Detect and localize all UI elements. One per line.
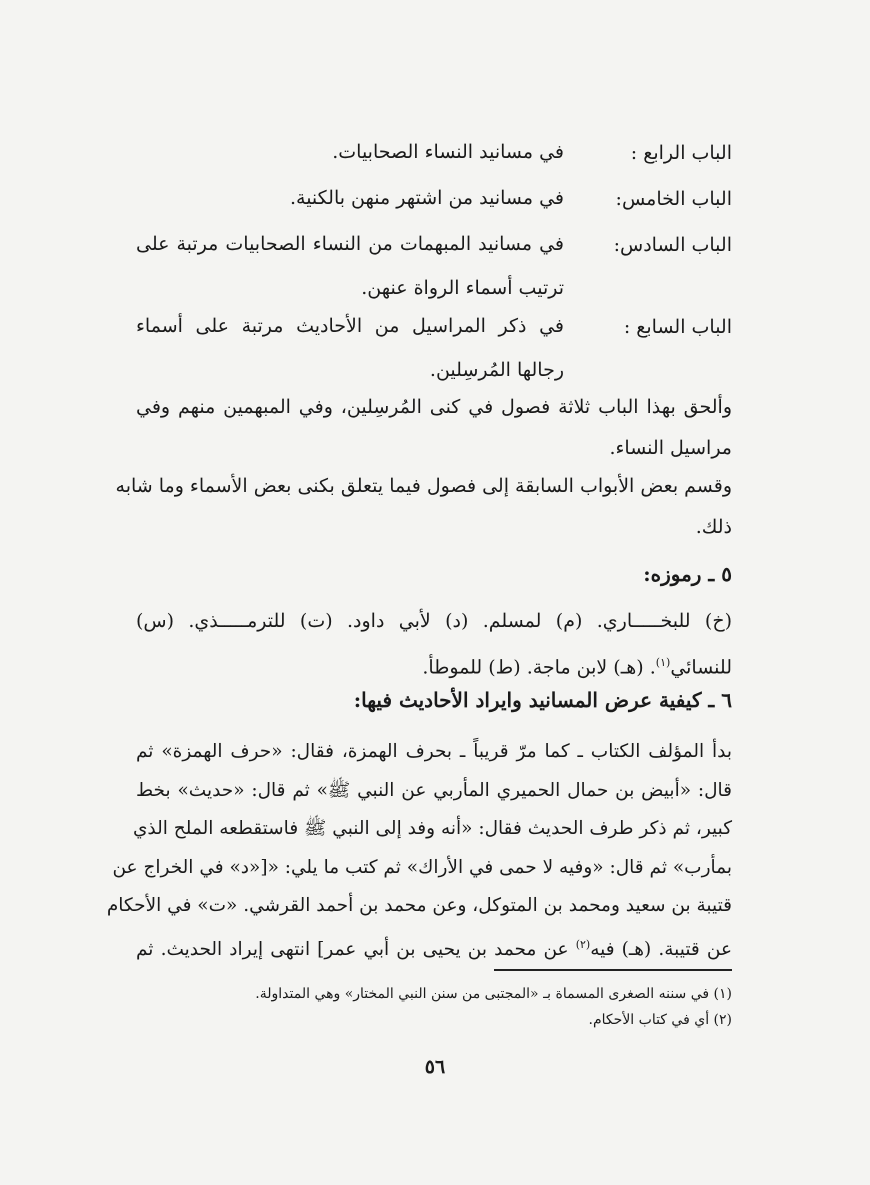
chapter-description: في ذكر المراسيل من الأحاديث مرتبة على أسماء رجالها المُرسِلين.: [136, 315, 564, 381]
paragraph-line: مراسيل النساء.: [609, 437, 732, 459]
chapter-label: الباب الخامس:: [615, 188, 732, 210]
paragraph-line: [136, 926, 732, 970]
paragraph-appendix: [136, 387, 732, 469]
chapter-description: في مسانيد النساء الصحابيات.: [332, 141, 564, 163]
paragraph-line: بمأرب» ثم قال: «وفيه لا حمى في الأراك» ثم كتب ما يلي: «[«د» في الخراج عن: [112, 856, 732, 878]
chapter-description: في مسانيد المبهمات من النساء الصحابيات مرتبة على ترتيب أسماء الرواة عنهن.: [136, 233, 564, 299]
paragraph-line: وقسم بعض الأبواب السابقة إلى فصول فيما يتعلق بكنى بعض الأسماء وما شابه: [115, 475, 732, 497]
footnotes: [136, 981, 732, 1033]
paragraph-line: بدأ المؤلف الكتاب ـ كما مرّ قريباً ـ بحرف الهمزة، فقال: «حرف الهمزة» ثم: [136, 741, 732, 762]
chapter-label: الباب السابع :: [623, 316, 732, 338]
chapter-label: الباب السادس:: [613, 234, 732, 256]
page-number: ٥٦: [424, 1056, 446, 1078]
symbols-line: [136, 642, 732, 688]
paragraph-line: وألحق بهذا الباب ثلاثة فصول في كنى المُرسِلين، وفي المبهمين منهم وفي: [136, 396, 732, 418]
chapter-item: [136, 176, 732, 222]
footnote-divider: [494, 969, 732, 971]
paragraph-line: ذلك.: [695, 516, 732, 538]
symbol-text: . (هـ) لابن ماجة. (ط) للموطأ.: [422, 656, 656, 679]
section-body: [106, 733, 732, 969]
chapter-item: [136, 304, 732, 392]
footnote-item: (١) في سننه الصغرى المسماة بـ «المجتبى من سنن النبي المختار» وهي المتداولة.: [255, 986, 732, 1002]
symbols-list: [136, 600, 732, 688]
section-heading: ٦ ـ كيفية عرض المسانيد وايراد الأحاديث فيها:: [353, 688, 732, 712]
chapter-label: الباب الرابع :: [630, 142, 732, 164]
chapter-item: [136, 222, 732, 310]
paragraph-line: قتيبة بن سعيد ومحمد بن المتوكل، وعن محمد بن أحمد القرشي. «ت» في الأحكام: [106, 895, 732, 916]
symbol-text: للنسائي: [670, 656, 732, 679]
symbols-line: (خ) للبخـــــاري. (م) لمسلم. (د) لأبي داود. (ت) للترمـــــذي. (س): [136, 610, 732, 632]
section-heading: ٥ ـ رموزه:: [643, 562, 732, 586]
paragraph-line: كبير، ثم ذكر طرف الحديث فقال: «أنه وفد إلى النبي ﷺ فاستقطعه الملح الذي: [132, 818, 732, 839]
chapter-description: في مسانيد من اشتهر منهن بالكنية.: [289, 187, 564, 209]
footnote-marker: (٢): [575, 937, 591, 951]
paragraph-divisions: [115, 466, 732, 548]
footnote-marker: (١): [655, 656, 671, 669]
paragraph-text: عن محمد بن يحيى بن أبي عمر] انتهى إيراد الحديث. ثم: [136, 938, 576, 960]
footnote-item: (٢) أي في كتاب الأحكام.: [588, 1012, 732, 1028]
chapter-item: [136, 130, 732, 176]
paragraph-text: عن قتيبة. (هـ) فيه: [590, 938, 732, 960]
paragraph-line: قال: «أبيض بن حمال الحميري المأربي عن النبي ﷺ» ثم قال: «حديث» بخط: [136, 779, 732, 801]
